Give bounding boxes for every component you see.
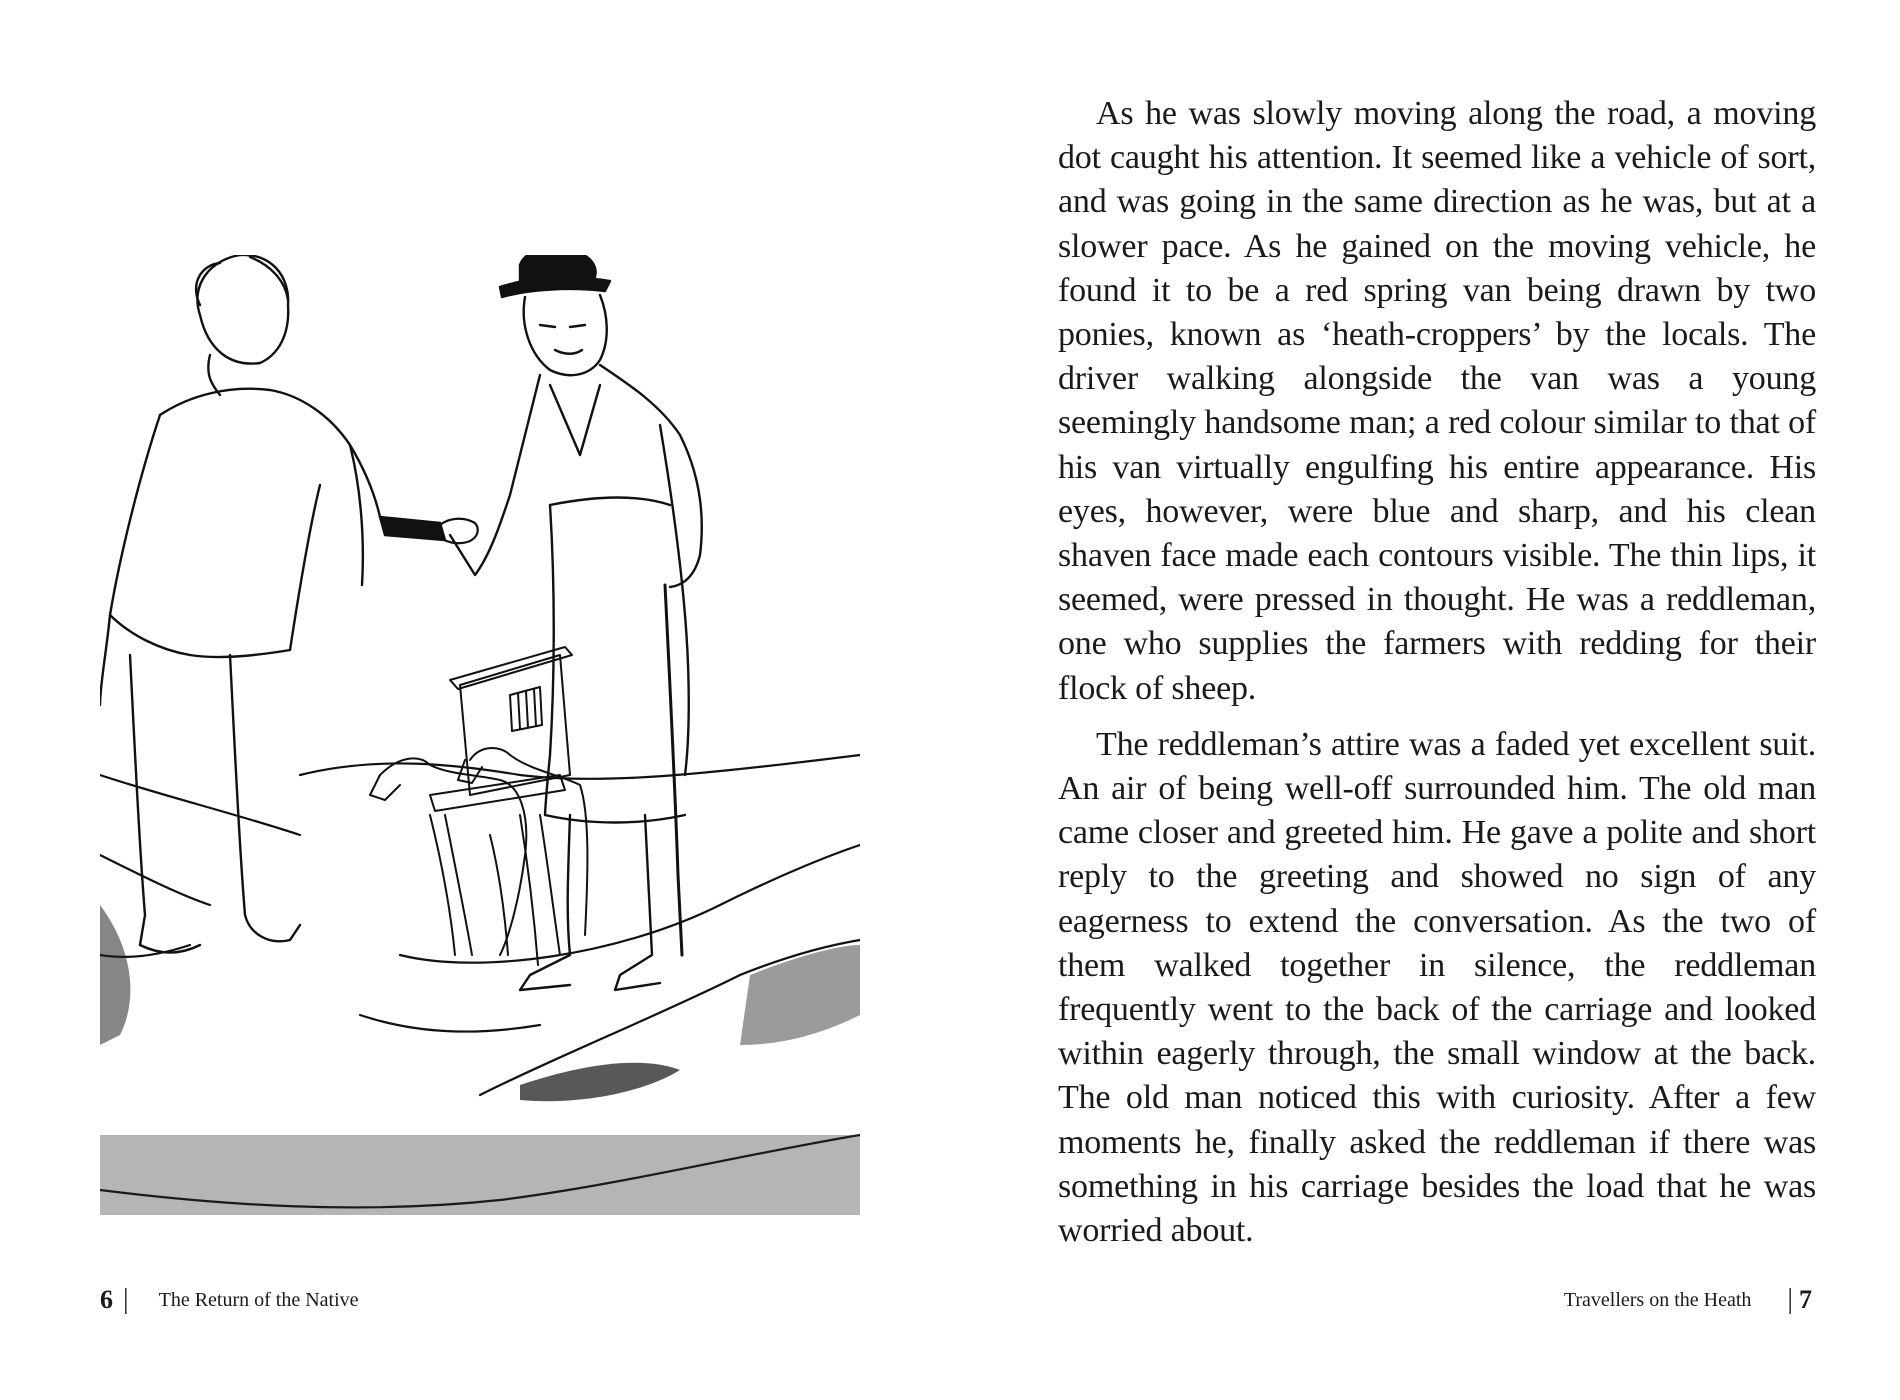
right-page-number: 7 [1799,1285,1812,1314]
road-edge-right [400,845,860,963]
paragraph-2: The reddleman’s attire was a faded yet excellent suit. An air of being well-off surrounded him. The old man came closer and greeted him. He gave a polite and short reply to the greeting and showed no sign of any eagerness to extend the conversation. As the two of them walked together in silence, the reddleman frequently went to the back of the carriage and looked within eagerly through, the small window at the back. The old man noticed this with curiosity. After a few moments he, finally asked the reddleman if there was something in his carriage besides the load that he was worried about. [1058,725,1816,1250]
footer-separator: | [1787,1284,1793,1315]
ponies [370,748,587,965]
older-man [450,255,702,990]
body-text [1058,92,1816,1265]
right-footer [1564,1282,1812,1318]
footer-separator: | [123,1284,129,1315]
young-man [100,255,445,952]
handshake [440,519,478,543]
illustration [100,255,860,1215]
left-page-number: 6 [100,1285,113,1314]
left-footer [100,1282,359,1318]
road-edge-left [100,775,300,835]
handshake-drawing [100,255,860,1215]
distant-hill [300,755,860,779]
book-title: The Return of the Native [158,1288,359,1311]
chapter-title: Travellers on the Heath [1563,1288,1752,1311]
paragraph-1: As he was slowly moving along the road, a moving dot caught his attention. It seemed like a vehicle of sort, and was going in the same direction as he was, but at a slower pace. As he gained on the moving vehicle, he found it to be a red spring van being drawn by two ponies, known as ‘heath-croppers’ by the locals. The driver walking alongside the van was a young seemingly handsome man; a red colour similar to that of his van virtually engulfing his entire appearance. His eyes, however, were blue and sharp, and his clean shaven face made each contours visible. The thin lips, it seemed, were pressed in thought. He was a reddleman, one who supplies the farmers with redding for their flock of sheep. [1058,95,1816,707]
